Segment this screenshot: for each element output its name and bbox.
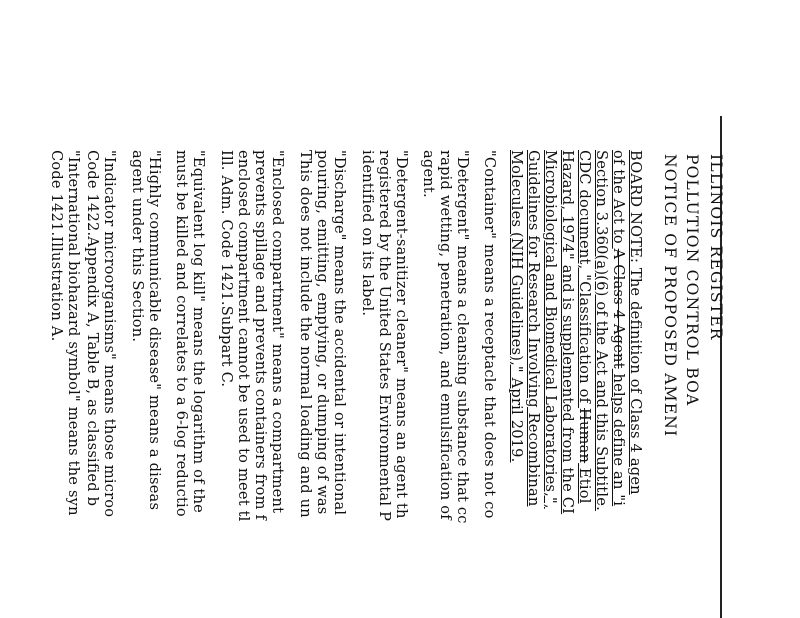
def-discharge-line-2: pouring, emitting, emptying, or dumping of was [314,150,331,515]
def-indicator-line-1: "Indicator microorganisms" means those microo [101,150,118,518]
def-discharge-line-1: "Discharge" means the accidental or intentional [331,150,348,516]
def-indicator-line-2: Code 1422.Appendix A, Table B, as classified b [84,150,101,507]
board-note-line-5: Hazard, 1974" and is supplemented from the CI [559,150,576,515]
def-highly-line-2: agent under this Section. [129,150,146,343]
def-equivalent-line-2: must be killed and correlates to a 6-log reductio [173,150,190,517]
def-biohazard-line-1: "International biohazard symbol" means the syn [65,150,82,516]
struck-text: A Class 4 Agent [610,248,627,369]
board-name: POLLUTION CONTROL BOA [683,154,701,407]
board-note-line-6: Microbiological and Biomedical Laboratories,", [542,150,559,509]
def-detergent-sanitizer-line-2: registered by the United States Environmental P [376,150,393,522]
def-detergent-line-2: rapid wetting, penetration, and emulsification of [437,150,454,520]
board-note-line-7: Guidelines for Research Involving Recombinan [525,150,542,507]
struck-text: Human [576,408,593,464]
def-enclosed-line-1: "Enclosed compartment" means a compartment [269,150,286,514]
board-note-line-4: CDC document, "Classification of Human Etiol [576,150,593,504]
def-discharge-line-3: This does not include the normal loading and un [297,150,314,518]
def-highly-line-1: "Highly communicable disease" means a diseas [146,150,163,511]
def-enclosed-line-3: enclosed compartment cannot be used to meet tl [235,150,252,522]
def-enclosed-line-4: Ill. Adm. Code 1421.Subpart C. [218,150,235,388]
def-container: "Container" means a receptacle that does not co [481,150,498,519]
def-detergent-sanitizer-line-3: identified on its label. [359,150,376,317]
def-detergent-sanitizer-line-1: "Detergent-sanitizer cleaner" means an agent th [393,150,410,519]
board-note-line-2: of the Act to A Class 4 Agent helps define an "i [610,150,627,507]
board-note-line-1: BOARD NOTE: The definition of Class 4 agen [627,150,644,495]
board-note-line-3: Section 3.360(a)(6) of the Act and this Subtitle. [593,150,610,511]
board-note-line-8: Molecules (NIH Guidelines)," April 2019. [508,150,525,463]
def-biohazard-line-2: Code 1421.Illustration A. [48,150,65,342]
register-title: ILLINOIS REGISTER [707,154,725,341]
def-detergent-line-1: "Detergent" means a cleansing substance that cc [454,150,471,524]
notice-heading: NOTICE OF PROPOSED AMENI [661,154,679,438]
rotated-text-block [48,150,725,618]
def-detergent-line-3: agent. [420,150,437,198]
def-enclosed-line-2: prevents spillage and prevents containers from f [252,150,269,521]
def-equivalent-line-1: "Equivalent log kill" means the logarithm of the [190,150,207,514]
